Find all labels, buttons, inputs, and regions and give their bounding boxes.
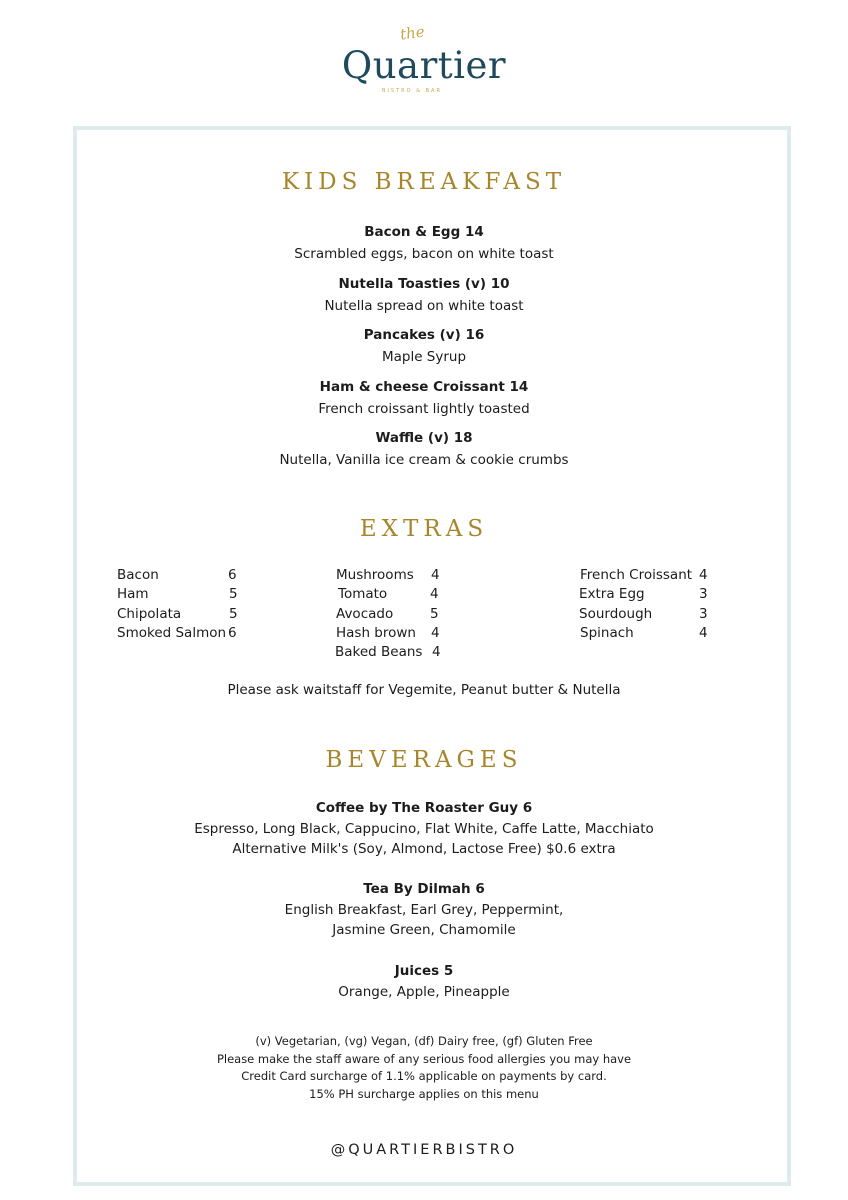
beverage-line: Espresso, Long Black, Cappucino, Flat White, Caffe Latte, Macchiato (194, 820, 654, 837)
item-description: Nutella spread on white toast (324, 298, 524, 314)
extra-name: Hash brown (336, 624, 416, 641)
extras-row (338, 585, 453, 604)
social-handle: @QUARTIERBISTRO (330, 1142, 518, 1158)
extras-column-1 (117, 566, 242, 643)
extra-name: Spinach (580, 624, 634, 641)
extra-price: 4 (699, 624, 708, 641)
beverages-heading: BEVERAGES (325, 747, 523, 773)
item-name: Pancakes (v) 16 (363, 327, 485, 343)
extras-note: Please ask waitstaff for Vegemite, Peanut butter & Nutella (227, 682, 621, 698)
extra-name: Chipolata (117, 605, 182, 622)
item-name: Ham & cheese Croissant 14 (319, 379, 529, 395)
extras-row (580, 566, 715, 585)
item-description: French croissant lightly toasted (318, 401, 530, 417)
footer-notes (0, 1033, 848, 1103)
footer-note: Credit Card surcharge of 1.1% applicable on payments by card. (241, 1069, 607, 1083)
extras-row (335, 643, 450, 662)
extra-price: 3 (699, 605, 708, 622)
extra-price: 4 (432, 644, 441, 661)
extra-price: 6 (228, 624, 237, 641)
extra-name: Smoked Salmon (117, 624, 227, 641)
extra-name: Ham (117, 586, 149, 603)
extras-row (336, 605, 451, 624)
extras-row (117, 566, 242, 585)
extras-row (579, 585, 714, 604)
beverage-name: Tea By Dilmah 6 (363, 881, 485, 897)
menu-item (0, 378, 848, 420)
beverage-name: Juices 5 (394, 963, 454, 979)
menu-item (0, 326, 848, 368)
extras-column-3 (580, 566, 715, 643)
beverage-line: Alternative Milk's (Soy, Almond, Lactose Free) $0.6 extra (232, 841, 616, 857)
extra-price: 4 (430, 586, 439, 603)
extra-price: 3 (699, 586, 708, 603)
extra-price: 4 (699, 567, 708, 583)
extras-row (580, 624, 715, 643)
menu-item (0, 275, 848, 317)
item-description: Maple Syrup (381, 349, 467, 365)
item-description: Scrambled eggs, bacon on white toast (294, 246, 554, 262)
item-name: Waffle (v) 18 (375, 430, 473, 446)
extra-name: Mushrooms (336, 567, 414, 583)
logo-subtitle: BISTRO & BAR (382, 88, 442, 94)
footer-note: Please make the staff aware of any serious food allergies you may have (216, 1051, 632, 1066)
extras-column-2 (336, 566, 451, 662)
beverage-line: English Breakfast, Earl Grey, Peppermint, (284, 901, 564, 918)
beverage-coffee (0, 798, 848, 860)
extra-price: 5 (229, 586, 238, 603)
extras-row (336, 624, 451, 643)
extra-price: 5 (229, 605, 238, 622)
item-name: Bacon & Egg 14 (364, 224, 484, 240)
extras-heading: EXTRAS (359, 516, 489, 542)
extras-row (117, 605, 242, 624)
extras-row (336, 566, 451, 585)
extra-price: 4 (431, 567, 440, 583)
beverage-line: Jasmine Green, Chamomile (332, 922, 516, 938)
extra-name: Baked Beans (335, 644, 423, 661)
extra-name: Bacon (117, 567, 159, 583)
logo-wordmark: Quartier (341, 44, 507, 87)
menu-item (0, 429, 848, 471)
beverage-tea (0, 879, 848, 941)
footer-note: (v) Vegetarian, (vg) Vegan, (df) Dairy free, (gf) Gluten Free (255, 1034, 593, 1048)
menu-item (0, 223, 848, 265)
extra-price: 6 (228, 567, 237, 583)
extra-price: 5 (430, 605, 439, 622)
extras-row (117, 624, 242, 643)
item-name: Nutella Toasties (v) 10 (338, 276, 510, 292)
extras-row (579, 605, 714, 624)
extras-row (117, 585, 242, 604)
footer-note: 15% PH surcharge applies on this menu (309, 1086, 539, 1101)
extra-name: Tomato (338, 586, 388, 603)
item-description: Nutella, Vanilla ice cream & cookie crumbs (279, 452, 569, 468)
extra-name: Sourdough (579, 605, 653, 622)
extra-name: Extra Egg (579, 586, 645, 603)
kids-breakfast-heading: KIDS BREAKFAST (281, 169, 567, 195)
beverage-name: Coffee by The Roaster Guy 6 (315, 800, 533, 816)
beverage-juices (0, 961, 848, 1002)
logo-the-script: the (398, 22, 426, 44)
extra-name: French Croissant (580, 567, 693, 583)
extra-name: Avocado (336, 605, 394, 622)
beverage-line: Orange, Apple, Pineapple (338, 983, 510, 1000)
extra-price: 4 (431, 624, 440, 641)
